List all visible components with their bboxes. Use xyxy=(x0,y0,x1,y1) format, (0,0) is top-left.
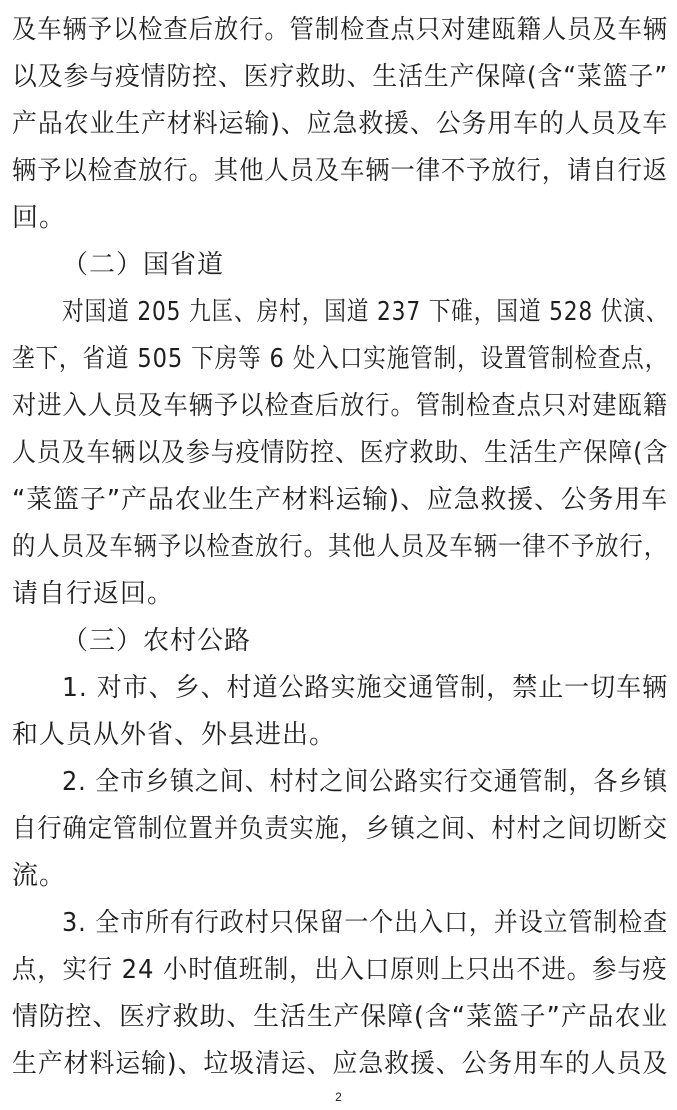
body-text-line: “菜篮子”产品农业生产材料运输)、应急救援、公务用车 xyxy=(12,485,669,515)
body-text-line: 及车辆予以检查后放行。管制检查点只对建瓯籍人员及车辆 xyxy=(12,15,669,45)
body-text-line: 垄下，省道 505 下房等 6 处入口实施管制，设置管制检查点， xyxy=(12,344,669,374)
body-text-line: 和人员从外省、外县进出。 xyxy=(12,720,337,750)
body-text-line: 流。 xyxy=(12,861,67,891)
body-text-line: 的人员及车辆予以检查放行。其他人员及车辆一律不予放行， xyxy=(12,532,669,562)
body-text-line: 自行确定管制位置并负责实施，乡镇之间、村村之间切断交 xyxy=(12,814,669,844)
body-text-line: 请自行返回。 xyxy=(12,579,175,609)
page-number: 2 xyxy=(335,1090,342,1104)
body-text-line: 产品农业生产材料运输)、应急救援、公务用车的人员及车 xyxy=(12,109,669,139)
body-text-line: 3. 全市所有行政村只保留一个出入口，并设立管制检查 xyxy=(62,908,669,938)
body-text-line: 以及参与疫情防控、医疗救助、生活生产保障(含“菜篮子” xyxy=(12,62,669,92)
body-text-line: 1. 对市、乡、村道公路实施交通管制，禁止一切车辆 xyxy=(62,673,669,703)
body-text-line: 人员及车辆以及参与疫情防控、医疗救助、生活生产保障(含 xyxy=(12,438,669,468)
body-text-line: 对进入人员及车辆予以检查后放行。管制检查点只对建瓯籍 xyxy=(12,391,669,421)
section-heading: （三）农村公路 xyxy=(62,626,252,656)
body-text-line: 辆予以检查放行。其他人员及车辆一律不予放行，请自行返 xyxy=(12,156,669,186)
section-heading: （二）国省道 xyxy=(62,250,225,280)
body-text-line: 情防控、医疗救助、生活生产保障(含“菜篮子”产品农业 xyxy=(12,1002,669,1032)
body-text-line: 生产材料运输)、垃圾清运、应急救援、公务用车的人员及 xyxy=(12,1049,669,1079)
body-text-line: 2. 全市乡镇之间、村村之间公路实行交通管制，各乡镇 xyxy=(62,767,669,797)
body-text-line: 点，实行 24 小时值班制，出入口原则上只出不进。参与疫 xyxy=(12,955,668,985)
body-text-line: 对国道 205 九匡、房村，国道 237 下碓，国道 528 伏演、 xyxy=(62,297,669,327)
body-text-line: 回。 xyxy=(12,203,67,233)
